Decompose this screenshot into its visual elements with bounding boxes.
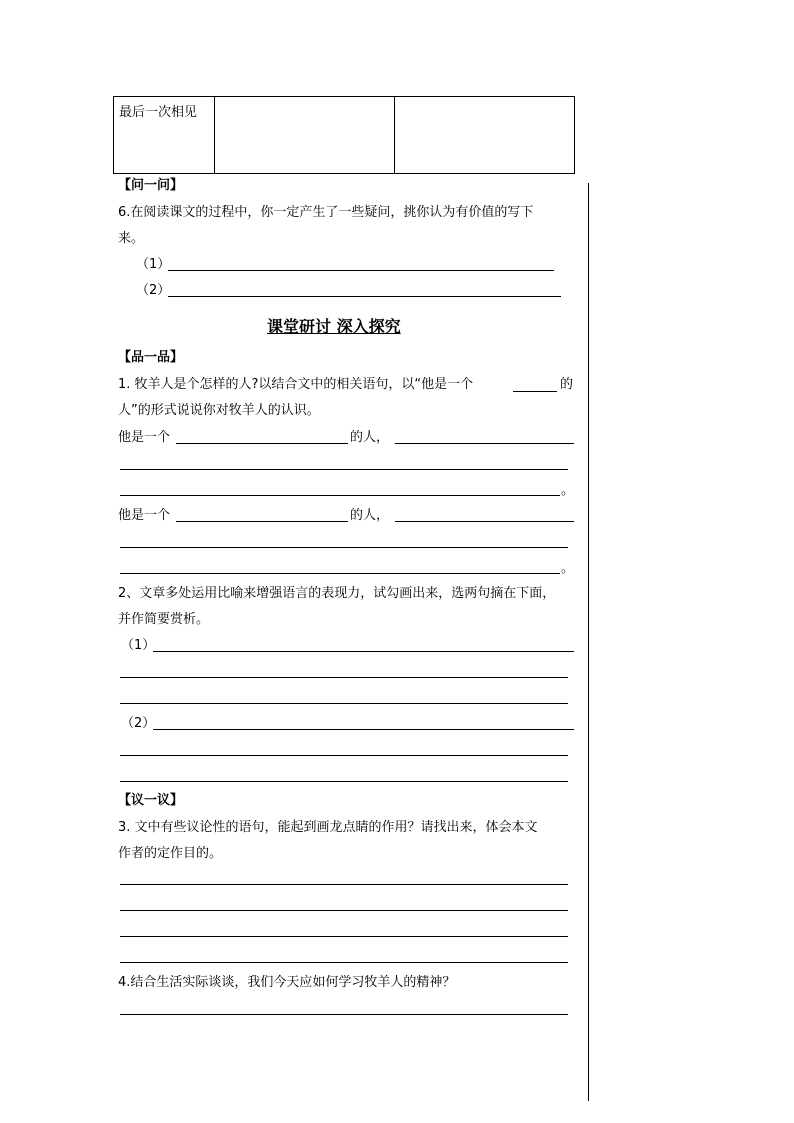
de-ren-suffix: 的人， <box>350 430 390 445</box>
answer-line[interactable] <box>120 495 560 496</box>
answer-line[interactable] <box>120 781 568 782</box>
answer-line[interactable] <box>120 962 568 963</box>
table-cell-answer[interactable] <box>215 97 395 174</box>
answer-label-2: （2） <box>121 716 156 731</box>
answer-line[interactable] <box>120 703 568 704</box>
answer-line[interactable] <box>395 521 574 522</box>
de-ren-suffix: 的人， <box>350 508 390 523</box>
page-margin-rule <box>588 183 589 1101</box>
summary-table <box>113 96 575 174</box>
table-cell-label: 最后一次相见 <box>114 97 215 174</box>
answer-line[interactable] <box>120 677 568 678</box>
question-4-text: 4.结合生活实际谈谈，我们今天应如何学习牧羊人的精神？ <box>118 975 456 990</box>
inline-blank[interactable] <box>513 391 557 392</box>
answer-line[interactable] <box>168 270 554 271</box>
answer-line[interactable] <box>176 521 348 522</box>
answer-line[interactable] <box>120 547 568 548</box>
line-period: 。 <box>561 483 575 498</box>
answer-line[interactable] <box>120 910 568 911</box>
question-6-text: 6.在阅读课文的过程中，你一定产生了一些疑问，挑你认为有价值的写下 <box>118 205 534 220</box>
answer-line[interactable] <box>120 936 568 937</box>
line-period: 。 <box>561 561 575 576</box>
ask-heading: 【问一问】 <box>118 178 184 193</box>
question-6-text-cont: 来。 <box>118 231 145 246</box>
question-3-text: 3. 文中有些议论性的语句，能起到画龙点睛的作用？请找出来，体会本文 <box>118 820 538 835</box>
answer-line[interactable] <box>395 443 574 444</box>
question-2-text-cont: 并作简要赏析。 <box>118 612 210 627</box>
question-2-text: 2、文章多处运用比喻来增强语言的表现力，试勾画出来，选两句摘在下面， <box>118 586 556 601</box>
question-3-text-cont: 作者的定作目的。 <box>118 846 223 861</box>
answer-line[interactable] <box>120 1014 568 1015</box>
question-1-text-tail: 的 <box>560 377 574 392</box>
answer-line[interactable] <box>120 573 560 574</box>
he-is-prefix: 他是一个 <box>118 430 171 445</box>
question-1-text-cont: 人”的形式说说你对牧羊人的认识。 <box>118 403 320 418</box>
table-row <box>114 97 575 174</box>
answer-line[interactable] <box>153 651 574 652</box>
taste-heading: 【品一品】 <box>118 350 184 365</box>
answer-line[interactable] <box>168 296 561 297</box>
answer-label-2: （2） <box>136 283 171 298</box>
discuss-heading: 【议一议】 <box>118 793 184 808</box>
answer-line[interactable] <box>176 443 348 444</box>
question-1-text: 1. 牧羊人是个怎样的人?以结合文中的相关语句，以“他是一个 <box>118 377 474 392</box>
answer-label-1: （1） <box>136 257 171 272</box>
answer-line[interactable] <box>120 469 568 470</box>
answer-line[interactable] <box>120 755 568 756</box>
answer-label-1: （1） <box>121 638 156 653</box>
answer-line[interactable] <box>153 729 574 730</box>
answer-line[interactable] <box>120 884 568 885</box>
table-cell-answer[interactable] <box>395 97 575 174</box>
section-title: 课堂研讨 深入探究 <box>267 317 401 336</box>
he-is-prefix: 他是一个 <box>118 508 171 523</box>
